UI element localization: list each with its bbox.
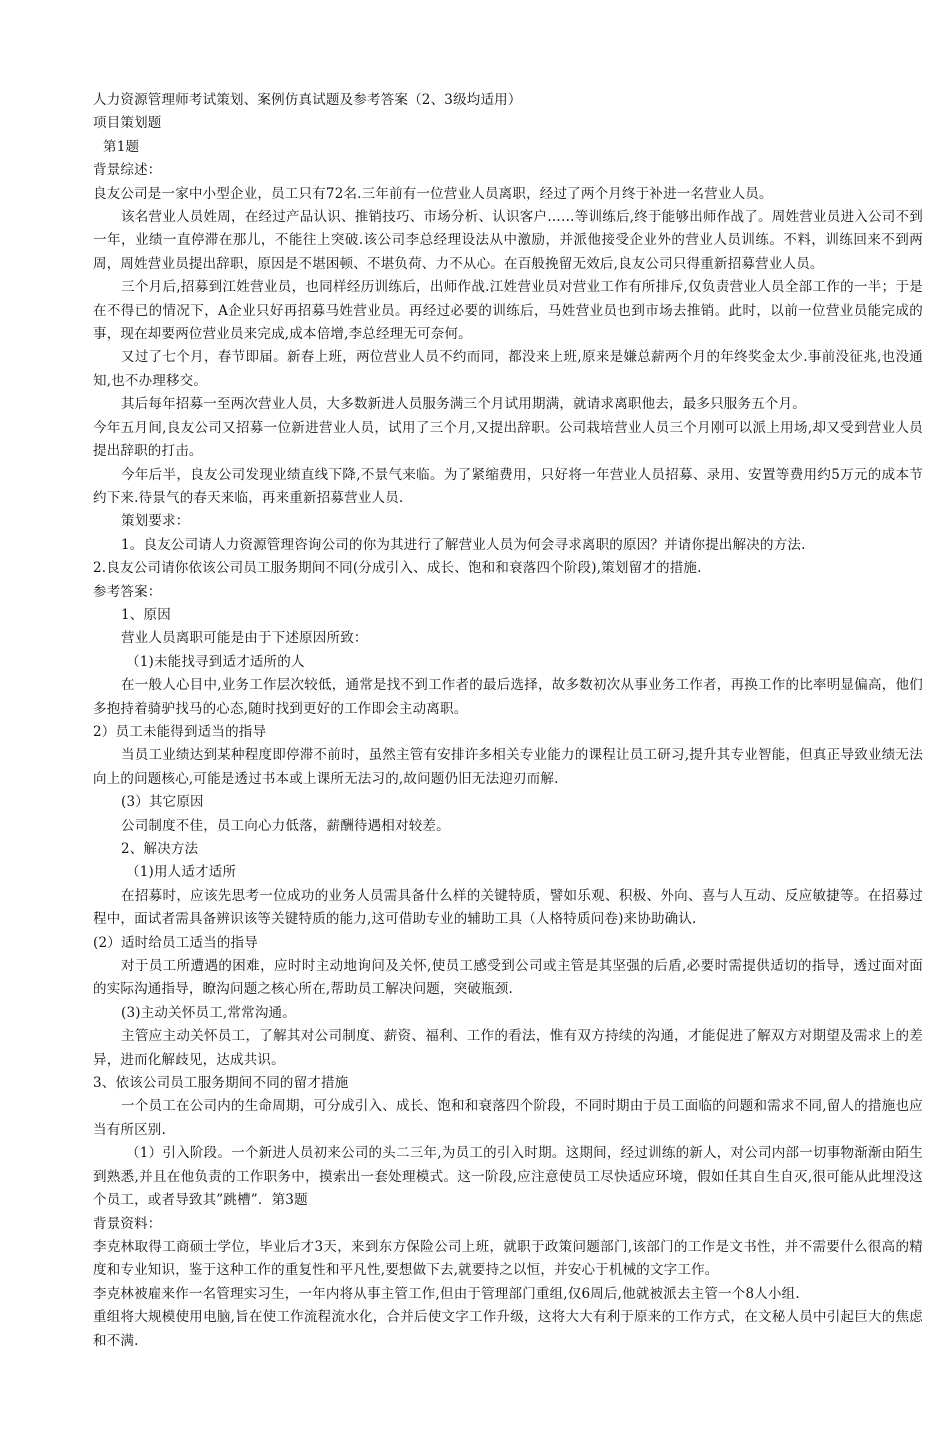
paragraph: 营业人员离职可能是由于下述原因所致： (121, 630, 368, 647)
paragraph: 一个员工在公司内的生命周期，可分成引入、成长、饱和和衰落四个阶段，不同时期由于员工面临的问题和需求不同,留人的措施也应当有所区别. (93, 1098, 923, 1138)
document-title: 人力资源管理师考试策划、案例仿真试题及参考答案（2、3级均适用） (93, 92, 522, 108)
paragraph: (3）其它原因 (121, 794, 204, 811)
paragraph: 3、依该公司员工服务期间不同的留才措施 (93, 1075, 349, 1092)
paragraph: 2、解决方法 (121, 841, 199, 857)
paragraph: 其后每年招募一至两次营业人员，大多数新进人员服务满三个月试用期满，就请求离职他去，最多只服务五个月。 (121, 396, 806, 413)
paragraph: 第1题 (103, 138, 140, 155)
paragraph: 策划要求： (121, 513, 190, 530)
paragraph: (2）适时给员工适当的指导 (93, 934, 258, 951)
paragraph: 今年五月间,良友公司又招募一位新进营业人员，试用了三个月,又提出辞职。公司栽培营业人员三个月刚可以派上用场,却又受到营业人员提出辞职的打击。 (93, 419, 923, 460)
paragraph: 当员工业绩达到某种程度即停滞不前时，虽然主管有安排许多相关专业能力的课程让员工研习,提升其专业智能，但真正导致业绩无法向上的问题核心,可能是透过书本或上课所无法习的,故问题仍旧无法迎刃而解. (93, 747, 923, 787)
paragraph: 项目策划题 (93, 115, 162, 132)
paragraph: 又过了七个月，春节即届。新春上班，两位营业人员不约而同，都没来上班,原来是嫌总薪两个月的年终奖金太少.事前没征兆,也没通知,也不办理移交。 (93, 349, 923, 389)
paragraph: (3)主动关怀员工,常常沟通。 (121, 1004, 296, 1021)
paragraph: 公司制度不佳，员工向心力低落，薪酬待遇相对较差。 (121, 817, 450, 834)
paragraph: （1）引入阶段。一个新进人员初来公司的头二三年,为员工的引入时期。这期间，经过训练的新人，对公司内部一切事物渐渐由陌生到熟悉,并且在他负责的工作职务中，摸索出一套处理模式。这一阶段,应注意使员工尽快适应环境，假如任其自生自灭,很可能从此埋没这个员工，或者导致其”跳槽”．第3题 (93, 1145, 923, 1209)
paragraph: 今年后半，良友公司发现业绩直线下降,不景气来临。为了紧缩费用，只好将一年营业人员招募、录用、安置等费用约5万元的成本节约下来.待景气的春天来临，再来重新招募营业人员. (93, 466, 923, 506)
paragraph: 在一般人心目中,业务工作层次较低，通常是找不到工作者的最后选择，故多数初次从事业务工作者，再换工作的比率明显偏高，他们多抱持着骑驴找马的心态,随时找到更好的工作即会主动离职。 (93, 677, 923, 717)
paragraph: 参考答案： (93, 583, 162, 600)
paragraph: （1)未能找寻到适才适所的人 (126, 653, 305, 670)
paragraph: 该名营业人员姓周，在经过产品认识、推销技巧、市场分析、认识客户……等训练后,终于能够出师作战了。周姓营业员进入公司不到一年，业绩一直停滞在那儿，不能往上突破.该公司李总经理设法从中激励，并派他接受企业外的营业人员训练。不料，训练回来不到两周，周姓营业员提出辞职，原因是不堪困顿、不堪负荷、力不从心。在百般挽留无效后,良友公司只得重新招募营业人员。 (93, 209, 923, 272)
paragraph: 三个月后,招募到江姓营业员，也同样经历训练后，出师作战.江姓营业员对营业工作有所排斥,仅负责营业人员全部工作的一半；于是在不得已的情况下，A企业只好再招募马姓营业员。再经过必要的训练后，马姓营业员也到市场去推销。此时，以前一位营业员能完成的事，现在却要两位营业员来完成,成本倍增,李总经理无可奈何。 (93, 279, 923, 343)
paragraph: 背景综述： (93, 162, 162, 179)
paragraph: 2.良友公司请你依该公司员工服务期间不同(分成引入、成长、饱和和衰落四个阶段),策划留才的措施. (93, 560, 702, 577)
paragraph: 2）员工未能得到适当的指导 (93, 723, 267, 740)
paragraph: 对于员工所遭遇的困难，应时时主动地询问及关怀,使员工感受到公司或主管是其坚强的后盾,必要时需提供适切的指导，透过面对面的实际沟通指导，瞭沟问题之核心所在,帮助员工解决问题，突破瓶颈. (93, 958, 923, 998)
paragraph: （1)用人适才适所 (126, 864, 237, 881)
paragraph: 1、原因 (121, 606, 171, 623)
paragraph: 在招募时，应该先思考一位成功的业务人员需具备什么样的关键特质，譬如乐观、积极、外向、喜与人互动、反应敏捷等。在招募过程中，面试者需具备辨识该等关键特质的能力,这可借助专业的辅助工具（人格特质问卷)来协助确认. (93, 887, 923, 928)
paragraph: 1。良友公司请人力资源管理咨询公司的你为其进行了解营业人员为何会寻求离职的原因？并请你提出解决的方法. (121, 536, 806, 553)
paragraph: 主管应主动关怀员工，了解其对公司制度、薪资、福利、工作的看法，惟有双方持续的沟通，才能促进了解双方对期望及需求上的差异，进而化解歧见，达成共识。 (93, 1028, 923, 1068)
document-body (93, 89, 923, 1353)
paragraph: 李克林取得工商硕士学位，毕业后才3天，来到东方保险公司上班，就职于政策问题部门,该部门的工作是文书性，并不需要什么很高的精度和专业知识，鉴于这种工作的重复性和平凡性,要想做下去,就要持之以恒，并安心于机械的文字工作。 (93, 1238, 923, 1279)
paragraph: 李克林被雇来作一名管理实习生，一年内将从事主管工作,但由于管理部门重组,仅6周后,他就被派去主管一个8人小组. (93, 1285, 800, 1302)
paragraph: 背景资料： (93, 1215, 162, 1232)
paragraph: 重组将大规模使用电脑,旨在使工作流程流水化，合并后使文字工作升级，这将大大有利于原来的工作方式，在文秘人员中引起巨大的焦虑和不满. (93, 1309, 923, 1349)
paragraph: 良友公司是一家中小型企业，员工只有72名.三年前有一位营业人员离职，经过了两个月终于补进一名营业人员。 (93, 185, 773, 202)
